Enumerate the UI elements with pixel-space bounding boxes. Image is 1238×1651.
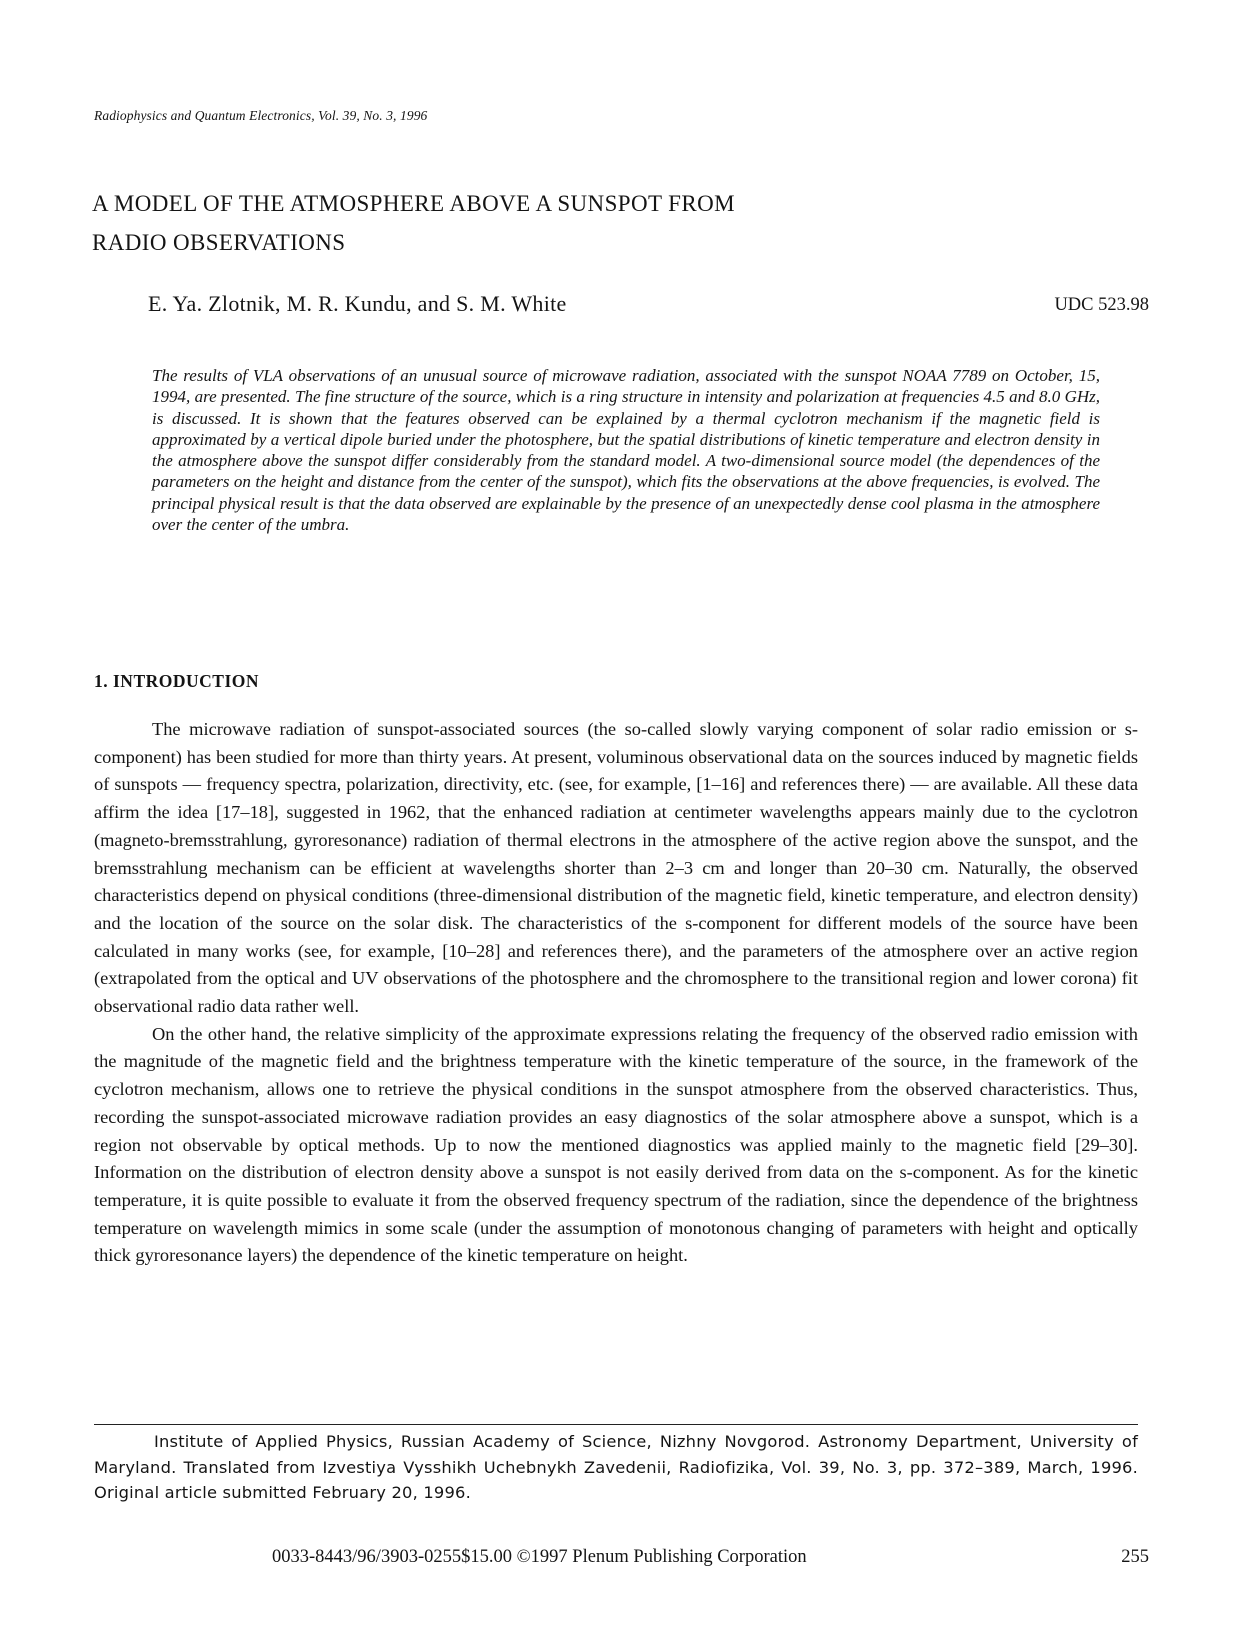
journal-citation: Radiophysics and Quantum Electronics, Vol. 39, No. 3, 1996 [94, 108, 428, 123]
article-title [92, 184, 992, 262]
udc-code: UDC 523.98 [1054, 295, 1149, 315]
section-heading: 1. INTRODUCTION [94, 671, 260, 691]
abstract: The results of VLA observations of an unusual source of microwave radiation, associated with the sunspot NOAA 7789 on October, 15, 1994, are presented. The fine structure of the source, which is a ring structure in intensity and polarization at frequencies 4.5 and 8.0 GHz, is discussed. It is shown that the features observed can be explained by a thermal cyclotron mechanism if the magnetic field is approximated by a vertical dipole buried under the photosphere, but the spatial distributions of kinetic temperature and electron density in the atmosphere above the sunspot differ considerably from the standard model. A two-dimensional source model (the dependences of the parameters on the height and distance from the center of the sunspot), which fits the observations at the above frequencies, is evolved. The principal physical result is that the data observed are explainable by the presence of an unexpectedly dense cool plasma in the atmosphere over the center of the umbra. [152, 366, 1100, 535]
footnote-divider [94, 1424, 1138, 1425]
paragraph: The microwave radiation of sunspot-associated sources (the so-called slowly varying component of solar radio emission or s-component) has been studied for more than thirty years. At present, voluminous observational data on the sources induced by magnetic fields of sunspots — frequency spectra, polarization, directivity, etc. (see, for example, [1–16] and references there) — are available. All these data affirm the idea [17–18], suggested in 1962, that the enhanced radiation at centimeter wavelengths appears mainly due to the cyclotron (magneto-bremsstrahlung, gyroresonance) radiation of thermal electrons in the atmosphere of the active region above the sunspot, and the bremsstrahlung mechanism can be efficient at wavelengths shorter than 2–3 cm and longer than 20–30 cm. Naturally, the observed characteristics depend on physical conditions (three-dimensional distribution of the magnetic field, kinetic temperature, and electron density) and the location of the source on the solar disk. The characteristics of the s-component for different models of the source have been calculated in many works (see, for example, [10–28] and references there), and the parameters of the atmosphere over an active region (extrapolated from the optical and UV observations of the photosphere and the chromosphere to the transitional region and lower corona) fit observational radio data rather well. [94, 719, 1138, 1017]
copyright-line: 0033-8443/96/3903-0255$15.00 ©1997 Plenum Publishing Corporation [272, 1547, 807, 1567]
page-number: 255 [1121, 1547, 1149, 1567]
footnote: Institute of Applied Physics, Russian Academy of Science, Nizhny Novgorod. Astronomy Department, University of Maryland. Translated from Izvestiya Vysshikh Uchebnykh Zavedenii, Radiofizika, Vol. 39, No. 3, pp. 372–389, March, 1996. Original article submitted February 20, 1996. [94, 1432, 1138, 1502]
article-title-line-1: A MODEL OF THE ATMOSPHERE ABOVE A SUNSPOT FROM [92, 191, 735, 216]
section-body [94, 716, 1138, 1270]
paragraph: On the other hand, the relative simplicity of the approximate expressions relating the frequency of the observed radio emission with the magnitude of the magnetic field and the brightness temperature with the kinetic temperature of the source, in the framework of the cyclotron mechanism, allows one to retrieve the physical conditions in the sunspot atmosphere from the observed characteristics. Thus, recording the sunspot-associated microwave radiation provides an easy diagnostics of the solar atmosphere above a sunspot, which is a region not observable by optical methods. Up to now the mentioned diagnostics was applied mainly to the magnetic field [29–30]. Information on the distribution of electron density above a sunspot is not easily derived from data on the s-component. As for the kinetic temperature, it is quite possible to evaluate it from the observed frequency spectrum of the radiation, since the dependence of the brightness temperature on wavelength mimics in some scale (under the assumption of monotonous changing of parameters with height and optically thick gyroresonance layers) the dependence of the kinetic temperature on height. [94, 1023, 1138, 1266]
author-list: E. Ya. Zlotnik, M. R. Kundu, and S. M. White [148, 291, 567, 316]
article-title-line-2: RADIO OBSERVATIONS [92, 230, 346, 255]
